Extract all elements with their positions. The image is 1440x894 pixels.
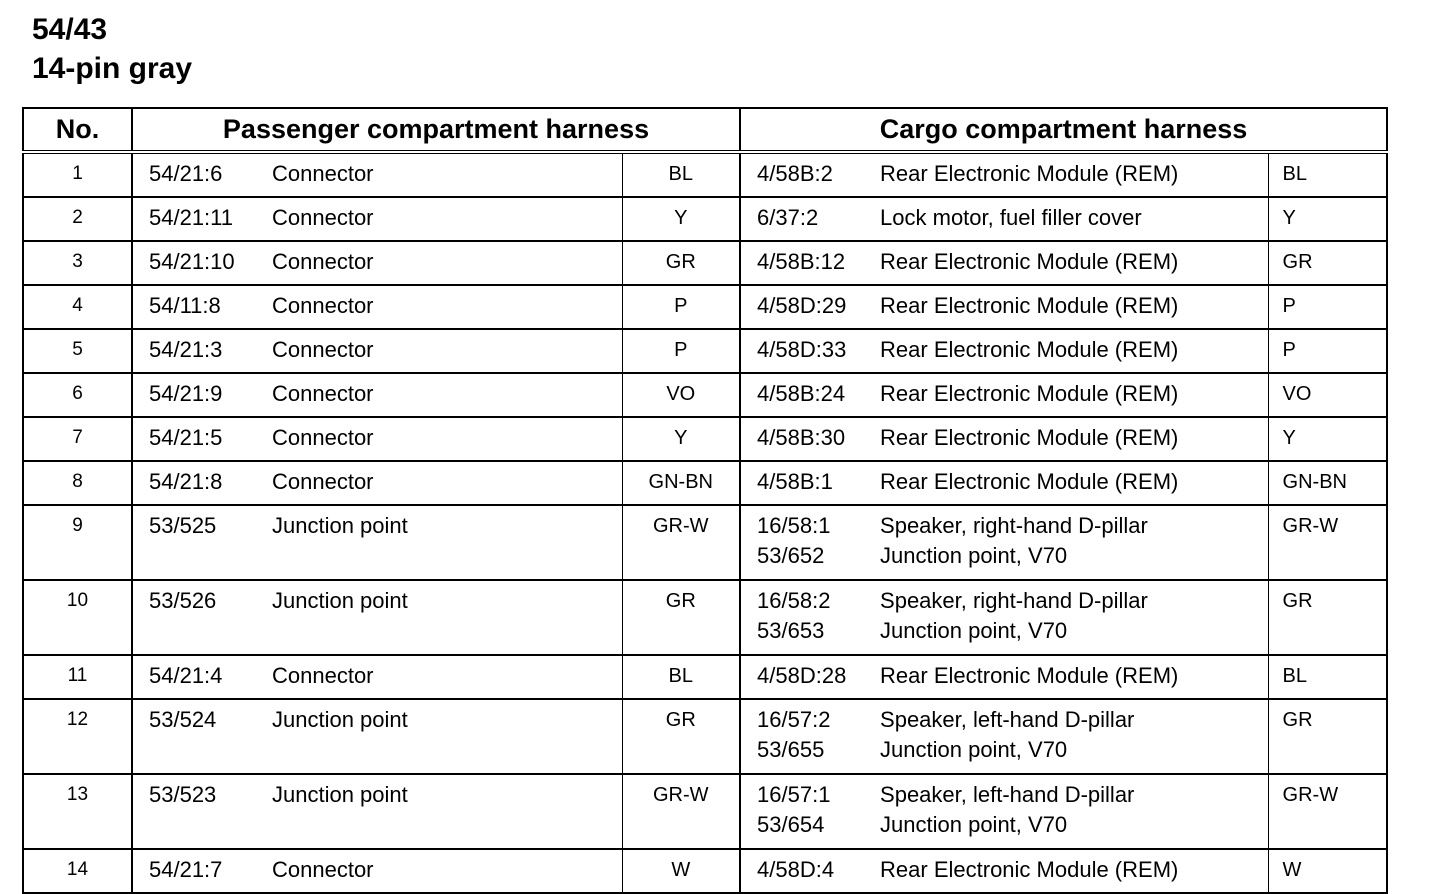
- cargo-description-text: Rear Electronic Module (REM): [880, 857, 1179, 882]
- pin-number: [23, 580, 132, 655]
- cargo-description: [880, 285, 1268, 329]
- cargo-description-text: Rear Electronic Module (REM): [880, 249, 1179, 274]
- passenger-description: [272, 285, 622, 329]
- passenger-description: [272, 699, 622, 774]
- passenger-id: [132, 461, 272, 505]
- passenger-description: [272, 197, 622, 241]
- cargo-description-text: Rear Electronic Module (REM): [880, 293, 1179, 318]
- passenger-wire-color-text: P: [674, 295, 688, 317]
- cargo-id: [740, 285, 880, 329]
- cargo-description: [880, 774, 1268, 849]
- passenger-description: [272, 849, 622, 893]
- passenger-wire-color-text: Y: [674, 207, 688, 229]
- passenger-id-text: 54/21:10: [149, 249, 235, 274]
- cargo-id: [740, 774, 880, 849]
- pin-number: [23, 774, 132, 849]
- pin-number: [23, 285, 132, 329]
- passenger-id: [132, 655, 272, 699]
- passenger-wire-color-text: BL: [668, 163, 693, 185]
- passenger-wire-color: [622, 655, 740, 699]
- passenger-id-text: 54/11:8: [149, 293, 221, 318]
- cargo-id: [740, 329, 880, 373]
- passenger-id-text: 54/21:5: [149, 425, 223, 450]
- cargo-id-text: 6/37:2: [757, 205, 819, 230]
- passenger-id-text: 54/21:11: [149, 205, 234, 230]
- cargo-description: [880, 417, 1268, 461]
- cargo-description-text: Junction point, V70: [880, 618, 1068, 643]
- cargo-id-text: 4/58B:12: [757, 249, 846, 274]
- passenger-description: [272, 774, 622, 849]
- table-body: [23, 152, 1387, 893]
- passenger-wire-color: [622, 417, 740, 461]
- passenger-wire-color-text: GR: [665, 251, 696, 273]
- pin-number-text: 8: [72, 471, 83, 492]
- cargo-description-text: Junction point, V70: [880, 737, 1068, 762]
- pin-number-text: 4: [72, 295, 83, 316]
- cargo-id-text: 4/58D:4: [757, 857, 835, 882]
- header-row: [23, 108, 1387, 152]
- cargo-description-text: Rear Electronic Module (REM): [880, 663, 1179, 688]
- passenger-description: [272, 329, 622, 373]
- cargo-description-text: Speaker, left-hand D-pillar: [880, 782, 1135, 807]
- passenger-id-text: 54/21:6: [149, 161, 223, 186]
- column-header-passenger: Passenger compartment harness: [132, 108, 740, 152]
- cargo-id: [740, 152, 880, 197]
- passenger-description-text: Connector: [272, 249, 374, 274]
- cargo-wire-color-text: GR: [1282, 590, 1313, 612]
- cargo-description: [880, 329, 1268, 373]
- table-row: [23, 152, 1387, 197]
- passenger-wire-color-text: BL: [668, 665, 693, 687]
- table-row: [23, 580, 1387, 655]
- pin-number-text: 13: [66, 784, 89, 805]
- cargo-description-text: Lock motor, fuel filler cover: [880, 205, 1142, 230]
- cargo-id-text: 53/653: [757, 618, 825, 643]
- passenger-description: [272, 655, 622, 699]
- passenger-id: [132, 417, 272, 461]
- table-row: [23, 373, 1387, 417]
- column-header-no: No.: [23, 108, 132, 152]
- pin-number: [23, 152, 132, 197]
- pin-number-text: 7: [72, 427, 83, 448]
- table-row: [23, 699, 1387, 774]
- cargo-id: [740, 580, 880, 655]
- passenger-id-text: 54/21:9: [149, 381, 223, 406]
- cargo-wire-color: [1268, 849, 1387, 893]
- passenger-wire-color-text: GR: [665, 590, 696, 612]
- cargo-description-text: Rear Electronic Module (REM): [880, 469, 1179, 494]
- cargo-id-text: 16/57:1: [757, 782, 831, 807]
- table-row: [23, 197, 1387, 241]
- table-row: [23, 655, 1387, 699]
- connector-description-heading: 14-pin gray: [32, 52, 193, 85]
- cargo-wire-color: [1268, 774, 1387, 849]
- cargo-wire-color-text: Y: [1282, 427, 1296, 449]
- pin-number-text: 2: [72, 207, 83, 228]
- table-row: [23, 505, 1387, 580]
- pin-number-text: 6: [72, 383, 83, 404]
- passenger-description-text: Connector: [272, 469, 374, 494]
- passenger-description: [272, 417, 622, 461]
- passenger-wire-color: [622, 152, 740, 197]
- cargo-wire-color: [1268, 285, 1387, 329]
- cargo-wire-color: [1268, 417, 1387, 461]
- pin-number-text: 5: [72, 339, 83, 360]
- passenger-id-text: 53/526: [149, 588, 217, 613]
- passenger-description-text: Connector: [272, 337, 374, 362]
- cargo-id-text: 4/58D:33: [757, 337, 847, 362]
- cargo-description: [880, 849, 1268, 893]
- cargo-wire-color-text: P: [1282, 295, 1296, 317]
- cargo-wire-color: [1268, 580, 1387, 655]
- passenger-wire-color-text: Y: [674, 427, 688, 449]
- passenger-wire-color-text: GR: [665, 709, 696, 731]
- passenger-description-text: Connector: [272, 663, 374, 688]
- table-row: [23, 849, 1387, 893]
- passenger-id-text: 54/21:4: [149, 663, 223, 688]
- passenger-id-text: 53/524: [149, 707, 217, 732]
- cargo-id: [740, 849, 880, 893]
- pin-number-text: 12: [66, 709, 89, 730]
- cargo-wire-color-text: BL: [1282, 665, 1307, 687]
- table-row: [23, 461, 1387, 505]
- passenger-description-text: Connector: [272, 425, 374, 450]
- passenger-wire-color: [622, 849, 740, 893]
- passenger-wire-color: [622, 197, 740, 241]
- passenger-description-text: Junction point: [272, 588, 408, 613]
- passenger-wire-color: [622, 580, 740, 655]
- passenger-wire-color-text: GR-W: [652, 515, 709, 537]
- pin-number: [23, 241, 132, 285]
- cargo-description: [880, 461, 1268, 505]
- passenger-wire-color: [622, 241, 740, 285]
- table-row: [23, 417, 1387, 461]
- cargo-wire-color-text: VO: [1282, 383, 1312, 405]
- cargo-id: [740, 197, 880, 241]
- cargo-wire-color: [1268, 505, 1387, 580]
- cargo-wire-color-text: GR: [1282, 709, 1313, 731]
- cargo-wire-color: [1268, 329, 1387, 373]
- passenger-description: [272, 373, 622, 417]
- cargo-wire-color: [1268, 241, 1387, 285]
- passenger-wire-color: [622, 699, 740, 774]
- passenger-id: [132, 580, 272, 655]
- cargo-description: [880, 699, 1268, 774]
- pin-number: [23, 461, 132, 505]
- passenger-description-text: Connector: [272, 381, 374, 406]
- passenger-wire-color-text: VO: [666, 383, 696, 405]
- passenger-id: [132, 285, 272, 329]
- cargo-id: [740, 241, 880, 285]
- cargo-id: [740, 417, 880, 461]
- cargo-description: [880, 505, 1268, 580]
- pin-number-text: 14: [66, 859, 89, 880]
- cargo-id-text: 4/58B:2: [757, 161, 833, 186]
- cargo-description-text: Junction point, V70: [880, 543, 1068, 568]
- passenger-description-text: Junction point: [272, 782, 408, 807]
- cargo-description: [880, 580, 1268, 655]
- cargo-wire-color-text: Y: [1282, 207, 1296, 229]
- passenger-wire-color-text: P: [674, 339, 688, 361]
- cargo-description: [880, 655, 1268, 699]
- passenger-wire-color-text: W: [671, 859, 691, 881]
- cargo-id-text: 53/652: [757, 543, 825, 568]
- table-row: [23, 774, 1387, 849]
- passenger-wire-color: [622, 373, 740, 417]
- cargo-id: [740, 373, 880, 417]
- passenger-id-text: 54/21:3: [149, 337, 223, 362]
- passenger-description-text: Junction point: [272, 707, 408, 732]
- pin-number-text: 11: [67, 665, 88, 686]
- passenger-description: [272, 505, 622, 580]
- cargo-description: [880, 241, 1268, 285]
- cargo-wire-color: [1268, 197, 1387, 241]
- cargo-id-text: 53/654: [757, 812, 825, 837]
- passenger-wire-color: [622, 285, 740, 329]
- passenger-id: [132, 505, 272, 580]
- cargo-id-text: 4/58B:24: [757, 381, 846, 406]
- cargo-wire-color: [1268, 461, 1387, 505]
- passenger-description-text: Connector: [272, 293, 374, 318]
- passenger-description: [272, 461, 622, 505]
- table-row: [23, 285, 1387, 329]
- cargo-wire-color: [1268, 152, 1387, 197]
- pin-number: [23, 329, 132, 373]
- cargo-wire-color: [1268, 373, 1387, 417]
- cargo-wire-color: [1268, 655, 1387, 699]
- pin-number: [23, 197, 132, 241]
- pin-number-text: 3: [72, 251, 83, 272]
- cargo-id-text: 4/58D:28: [757, 663, 847, 688]
- passenger-wire-color: [622, 774, 740, 849]
- passenger-id: [132, 152, 272, 197]
- cargo-id: [740, 461, 880, 505]
- cargo-wire-color-text: GR-W: [1282, 515, 1339, 537]
- passenger-id-text: 54/21:7: [149, 857, 223, 882]
- cargo-id-text: 53/655: [757, 737, 825, 762]
- pin-number: [23, 849, 132, 893]
- passenger-id-text: 53/523: [149, 782, 217, 807]
- cargo-id: [740, 699, 880, 774]
- table-row: [23, 241, 1387, 285]
- cargo-id-text: 16/58:1: [757, 513, 831, 538]
- pin-number: [23, 699, 132, 774]
- passenger-description-text: Connector: [272, 205, 374, 230]
- cargo-id: [740, 505, 880, 580]
- passenger-description-text: Junction point: [272, 513, 408, 538]
- connector-id-heading: 54/43: [32, 13, 108, 46]
- cargo-description-text: Rear Electronic Module (REM): [880, 381, 1179, 406]
- cargo-description: [880, 152, 1268, 197]
- cargo-id-text: 4/58B:1: [757, 469, 833, 494]
- cargo-wire-color-text: BL: [1282, 163, 1307, 185]
- passenger-id: [132, 699, 272, 774]
- cargo-id-text: 4/58B:30: [757, 425, 846, 450]
- cargo-id-text: 16/58:2: [757, 588, 831, 613]
- passenger-description-text: Connector: [272, 857, 374, 882]
- passenger-wire-color-text: GR-W: [652, 784, 709, 806]
- passenger-description-text: Connector: [272, 161, 374, 186]
- pin-number-text: 10: [66, 590, 89, 611]
- cargo-description-text: Rear Electronic Module (REM): [880, 337, 1179, 362]
- pin-number-text: 1: [72, 163, 83, 184]
- pin-number: [23, 655, 132, 699]
- passenger-description: [272, 241, 622, 285]
- passenger-id-text: 53/525: [149, 513, 217, 538]
- passenger-id-text: 54/21:8: [149, 469, 223, 494]
- cargo-wire-color: [1268, 699, 1387, 774]
- cargo-wire-color-text: GN-BN: [1282, 471, 1347, 493]
- passenger-id: [132, 774, 272, 849]
- cargo-description-text: Junction point, V70: [880, 812, 1068, 837]
- cargo-wire-color-text: W: [1282, 859, 1302, 881]
- passenger-wire-color-text: GN-BN: [648, 471, 713, 493]
- cargo-description-text: Speaker, right-hand D-pillar: [880, 513, 1148, 538]
- cargo-description-text: Speaker, left-hand D-pillar: [880, 707, 1135, 732]
- passenger-id: [132, 241, 272, 285]
- passenger-description: [272, 152, 622, 197]
- cargo-wire-color-text: GR: [1282, 251, 1313, 273]
- pin-number: [23, 373, 132, 417]
- passenger-description: [272, 580, 622, 655]
- passenger-wire-color: [622, 505, 740, 580]
- passenger-id: [132, 329, 272, 373]
- cargo-description: [880, 373, 1268, 417]
- passenger-id: [132, 197, 272, 241]
- cargo-description-text: Speaker, right-hand D-pillar: [880, 588, 1148, 613]
- column-header-cargo: Cargo compartment harness: [740, 108, 1387, 152]
- pin-number: [23, 417, 132, 461]
- cargo-id-text: 16/57:2: [757, 707, 831, 732]
- cargo-description-text: Rear Electronic Module (REM): [880, 161, 1179, 186]
- pin-number: [23, 505, 132, 580]
- passenger-wire-color: [622, 329, 740, 373]
- cargo-wire-color-text: GR-W: [1282, 784, 1339, 806]
- passenger-id: [132, 373, 272, 417]
- passenger-id: [132, 849, 272, 893]
- table-row: [23, 329, 1387, 373]
- cargo-description: [880, 197, 1268, 241]
- cargo-description-text: Rear Electronic Module (REM): [880, 425, 1179, 450]
- pin-number-text: 9: [72, 515, 83, 536]
- cargo-id-text: 4/58D:29: [757, 293, 847, 318]
- cargo-id: [740, 655, 880, 699]
- passenger-wire-color: [622, 461, 740, 505]
- cargo-wire-color-text: P: [1282, 339, 1296, 361]
- pinout-table: [22, 107, 1388, 894]
